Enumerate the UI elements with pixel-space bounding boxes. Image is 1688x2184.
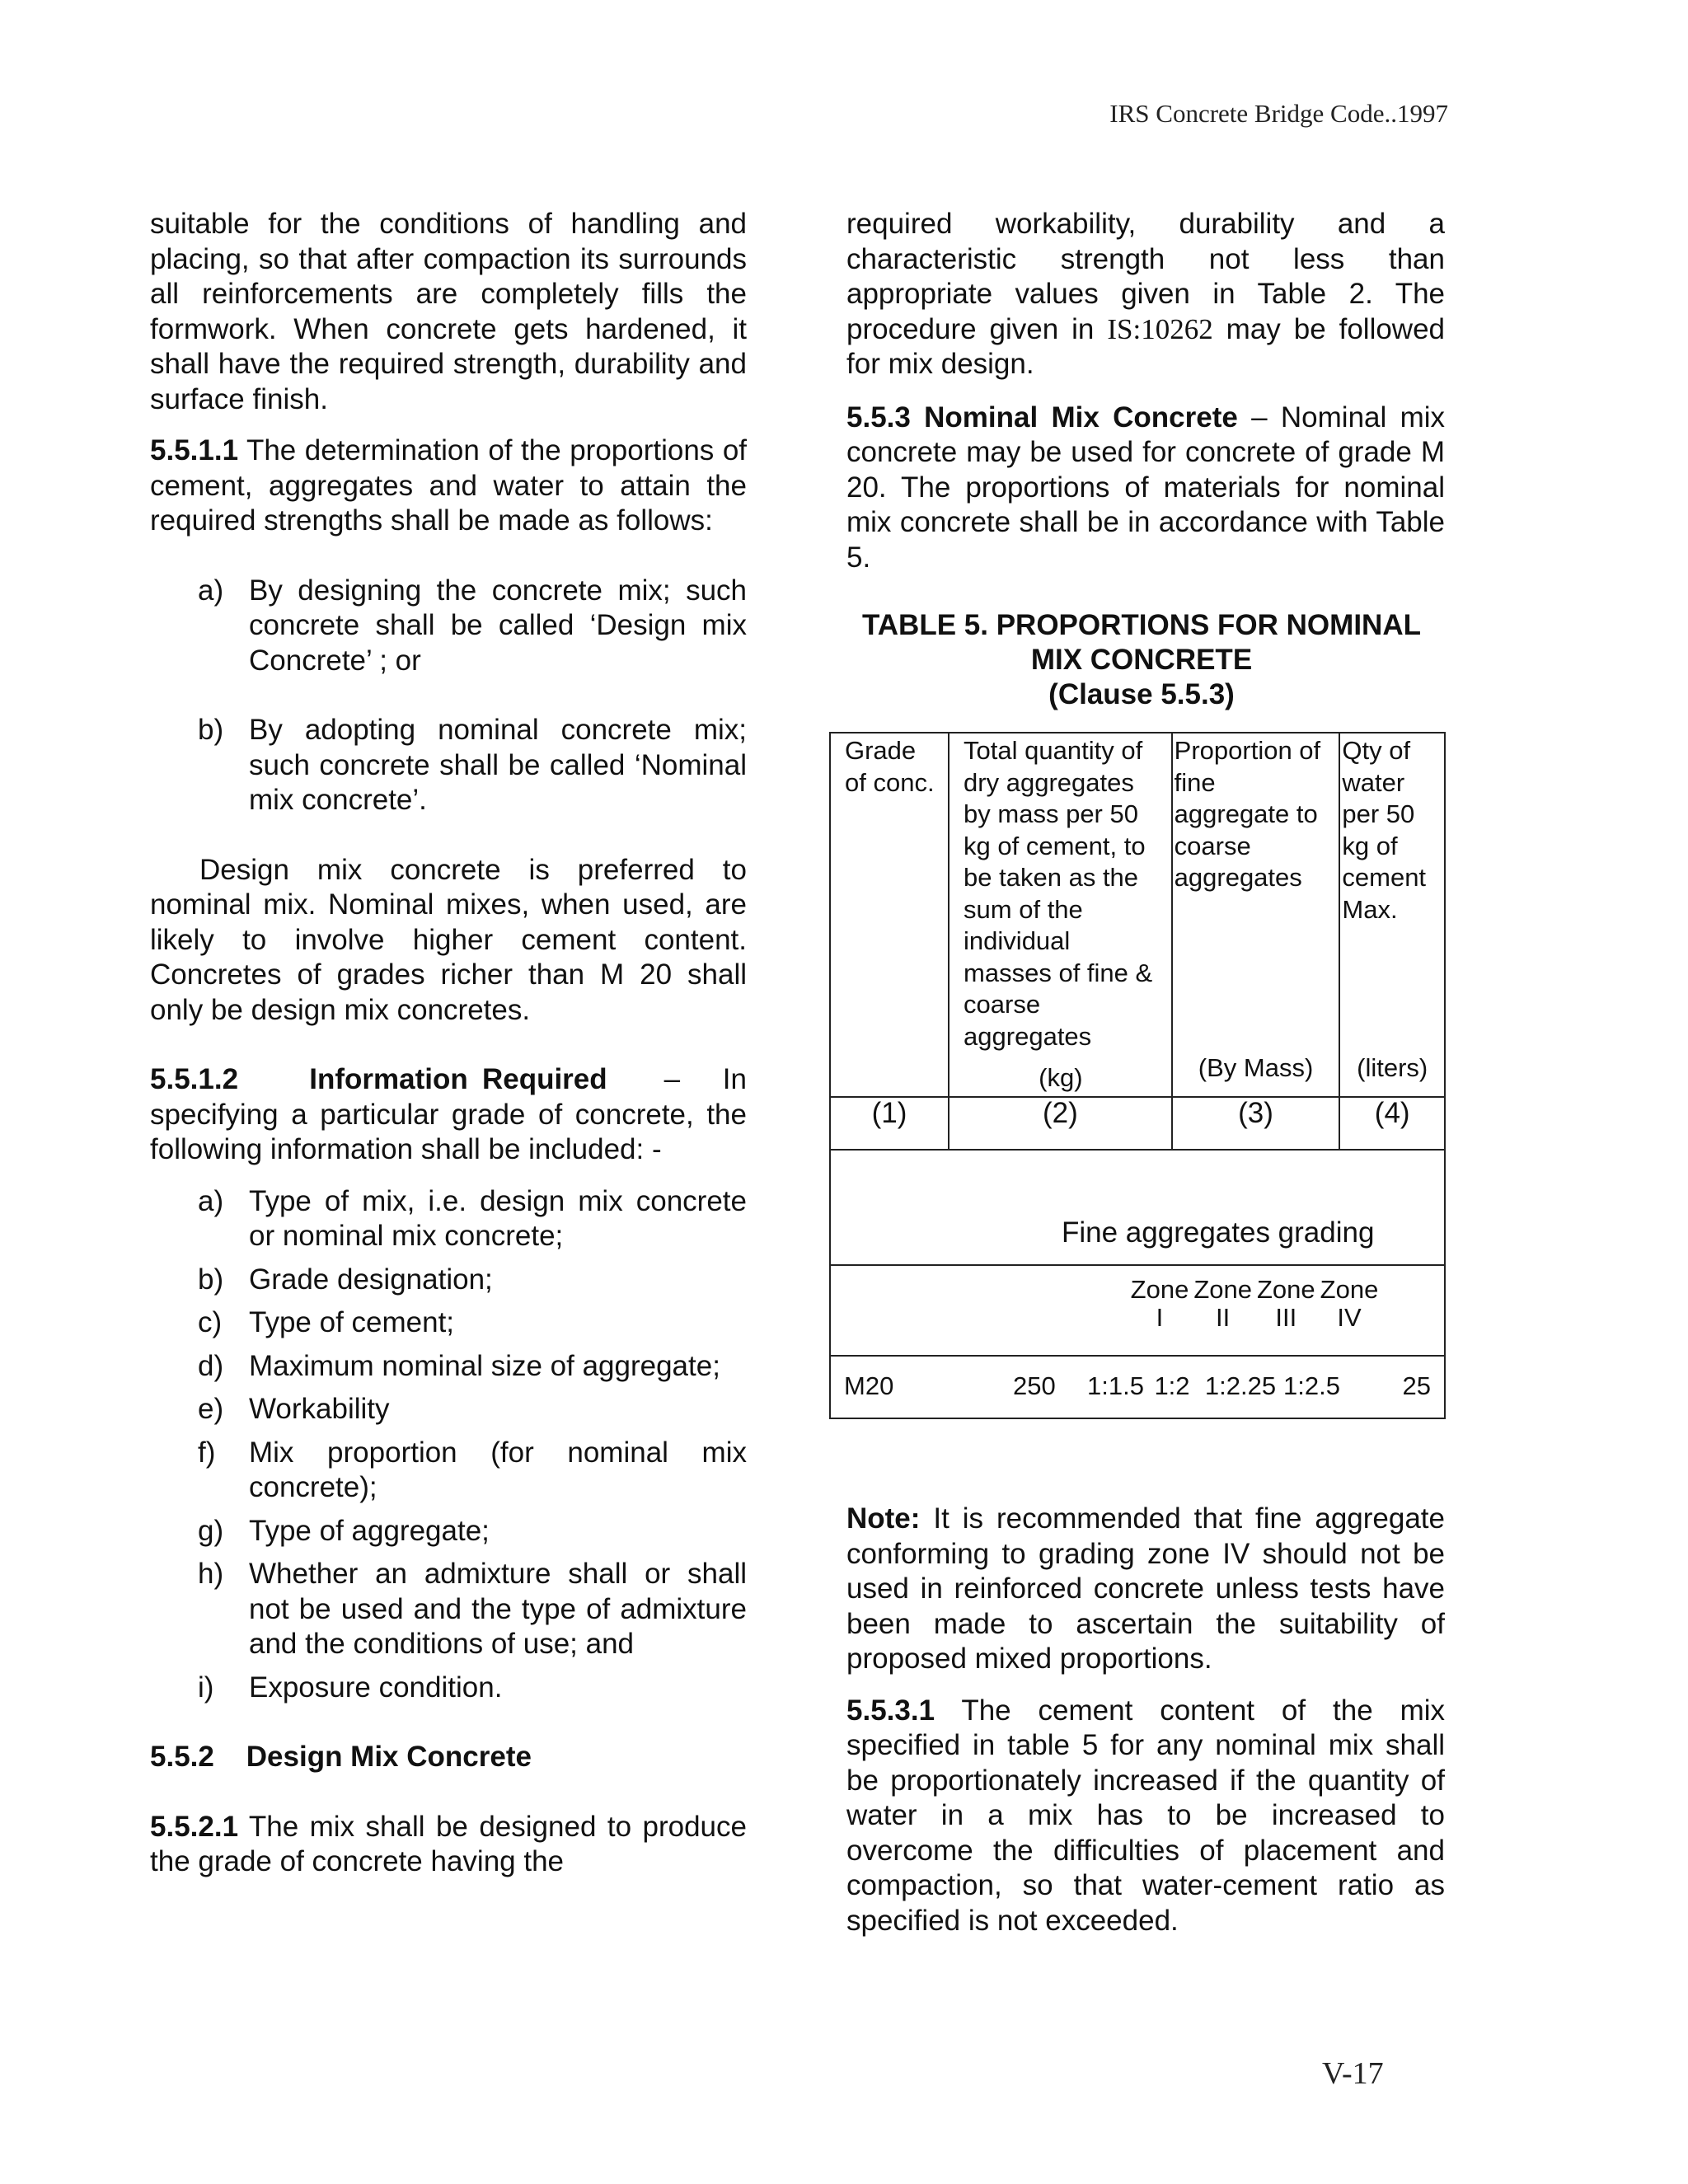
section-number: 5.5.2.1	[150, 1810, 239, 1843]
header-cell	[949, 733, 1172, 1097]
list-marker: i)	[198, 1671, 214, 1704]
zone-number: I	[1156, 1302, 1164, 1332]
table-row	[830, 1356, 1445, 1418]
list-marker: d)	[198, 1349, 224, 1382]
column-number-row	[830, 1097, 1445, 1150]
section-5-5-1-2	[150, 1062, 747, 1168]
list-marker: e)	[198, 1393, 224, 1425]
zone-number: II	[1216, 1302, 1231, 1332]
running-header: IRS Concrete Bridge Code..1997	[1109, 99, 1448, 128]
grading-label: Fine aggregates grading	[830, 1150, 1445, 1265]
grading-row	[830, 1150, 1445, 1265]
section-dash: –	[663, 1063, 681, 1095]
section-number: 5.5.1.1	[150, 434, 239, 466]
right-column	[846, 207, 1445, 712]
list-item-text: Type of cement;	[249, 1306, 455, 1338]
proportion-value: 1:1.5	[1087, 1371, 1144, 1401]
section-number: 5.5.2	[150, 1741, 214, 1773]
proportion-value: 1:2.25	[1204, 1371, 1277, 1401]
column-number: (4)	[1339, 1097, 1445, 1150]
header-cell	[1172, 733, 1340, 1097]
list-item	[150, 1557, 747, 1662]
section-5-5-3-1	[846, 1694, 1445, 1939]
right-column-lower	[846, 1502, 1445, 1938]
list-marker: f)	[198, 1436, 216, 1469]
note-label: Note:	[846, 1502, 921, 1535]
list-item	[150, 1184, 747, 1254]
list-item	[150, 1671, 747, 1706]
list-marker: g)	[198, 1514, 224, 1547]
zone-grid	[1131, 1276, 1379, 1332]
section-text: Nominal mix concrete may be used for concrete of grade M 20. The proportions of materials for nominal mix concrete shall be in accordance with Table 5.	[846, 401, 1445, 574]
section-text: The cement content of the mix specified in table 5 for any nominal mix shall be proportionately increased if the quantity of water in a mix has to be increased to overcome the difficulties of placement and compaction, so that water-cement ratio as specified is not exceeded.	[846, 1694, 1446, 1937]
header-unit: (liters)	[1357, 1053, 1428, 1082]
mix-method-list	[150, 574, 747, 818]
list-marker: h)	[198, 1558, 224, 1590]
header-unit: (kg)	[1039, 1063, 1083, 1092]
table-note	[846, 1502, 1445, 1677]
header-label: Grade of conc.	[845, 736, 935, 797]
proportion-value: 1:2	[1154, 1371, 1190, 1401]
zone-cell	[830, 1265, 1445, 1356]
page-number: V-17	[1322, 2056, 1384, 2091]
zone-word: Zone	[1130, 1274, 1189, 1304]
list-item	[150, 1263, 747, 1298]
data-row	[844, 1371, 1431, 1403]
header-label: Qty of water per 50 kg of cement Max.	[1342, 736, 1427, 924]
header-label: Total quantity of dry aggregates by mass per 50 kg of cement, to be taken as the sum of the individual masses of fine & coarse aggregates	[964, 736, 1153, 1051]
information-list	[150, 1184, 747, 1706]
water-value: 25	[1402, 1371, 1431, 1401]
section-heading: Information Required	[309, 1063, 607, 1095]
list-item	[150, 1349, 747, 1385]
table-5-title	[837, 608, 1447, 712]
section-5-5-3	[846, 401, 1445, 576]
section-number: 5.5.3	[846, 401, 911, 434]
header-cell	[830, 733, 949, 1097]
list-marker: a)	[198, 1184, 224, 1217]
list-item-text: Grade designation;	[249, 1263, 493, 1296]
list-item	[150, 1514, 747, 1549]
list-marker: b)	[198, 1263, 224, 1296]
section-5-5-2-1	[150, 1810, 747, 1880]
continuation-text: may be followed for mix design.	[846, 312, 1446, 380]
list-item	[150, 1305, 747, 1341]
zone-number: III	[1275, 1302, 1297, 1332]
proportion-value: 1:2.5	[1283, 1371, 1340, 1401]
list-marker: c)	[198, 1306, 223, 1338]
list-item-text: Maximum nominal size of aggregate;	[249, 1349, 720, 1382]
continuation-paragraph	[846, 207, 1445, 382]
section-text: In specifying a particular grade of concrete, the following information shall be included: -	[150, 1063, 747, 1165]
list-item	[150, 574, 747, 679]
zone-word: Zone	[1193, 1274, 1252, 1304]
grade-value: M20	[844, 1371, 894, 1401]
list-item-text: Type of aggregate;	[249, 1514, 490, 1547]
header-unit: (By Mass)	[1198, 1053, 1314, 1082]
section-dash: –	[1251, 401, 1268, 434]
section-number: 5.5.3.1	[846, 1694, 935, 1727]
section-heading: Nominal Mix Concrete	[924, 401, 1238, 434]
list-item-text: Type of mix, i.e. design mix concrete or nominal mix concrete;	[249, 1184, 747, 1252]
list-item-text: By designing the concrete mix; such concrete shall be called ‘Design mix Concrete’ ; or	[249, 574, 747, 677]
list-item-text: Mix proportion (for nominal mix concrete);	[249, 1436, 747, 1503]
section-5-5-2	[150, 1740, 747, 1775]
section-5-5-1-1	[150, 434, 747, 539]
list-marker: b)	[198, 714, 224, 746]
list-item-text: Exposure condition.	[249, 1671, 503, 1704]
table-title-line: MIX CONCRETE	[1030, 644, 1253, 676]
section-heading: Design Mix Concrete	[246, 1741, 532, 1773]
header-label: Proportion of fine aggregate to coarse aggregates	[1174, 736, 1321, 892]
list-item	[150, 1436, 747, 1506]
list-marker: a)	[198, 574, 224, 607]
list-item	[150, 713, 747, 818]
list-item	[150, 1392, 747, 1427]
zone-word: Zone	[1257, 1274, 1315, 1304]
zone-word: Zone	[1320, 1274, 1379, 1304]
zone-number: IV	[1337, 1302, 1362, 1332]
aggregate-value: 250	[1013, 1371, 1056, 1401]
section-text: The determination of the proportions of cement, aggregates and water to attain the required strengths shall be made as follows:	[150, 434, 748, 537]
list-item-text: Whether an admixture shall or shall not be used and the type of admixture and the conditions of use; and	[249, 1558, 747, 1660]
table-title-line: TABLE 5. PROPORTIONS FOR NOMINAL	[862, 609, 1421, 641]
table-clause: (Clause 5.5.3)	[1048, 678, 1235, 710]
left-column	[150, 207, 747, 1880]
column-number: (3)	[1172, 1097, 1340, 1150]
zone-row	[830, 1265, 1445, 1356]
data-cell	[830, 1356, 1445, 1418]
continuation-text: required workability, durability and a characteristic strength not less than appropriate values given in Table 2. The procedure given in	[846, 208, 1445, 345]
list-item-text: By adopting nominal concrete mix; such concrete shall be called ‘Nominal mix concrete’.	[249, 714, 747, 816]
column-number: (1)	[830, 1097, 949, 1150]
preference-paragraph: Design mix concrete is preferred to nominal mix. Nominal mixes, when used, are likely to involve higher cement content. Concretes of grades richer than M 20 shall only be design mix concretes.	[150, 853, 747, 1026]
column-number: (2)	[949, 1097, 1172, 1150]
table-5	[829, 732, 1446, 1419]
standard-reference: IS:10262	[1107, 312, 1213, 345]
table-header-row	[830, 733, 1445, 1097]
intro-paragraph: suitable for the conditions of handling and placing, so that after compaction its surrounds all reinforcements are completely fills the formwork. When concrete gets hardened, it shall have the required strength, durability and surface finish.	[150, 208, 747, 415]
note-text: It is recommended that fine aggregate conforming to grading zone IV should not be used in reinforced concrete unless tests have been made to ascertain the suitability of proposed mixed proportions.	[846, 1502, 1445, 1675]
header-cell	[1339, 733, 1445, 1097]
section-number: 5.5.1.2	[150, 1063, 239, 1095]
section-text: The mix shall be designed to produce the grade of concrete having the	[150, 1810, 747, 1877]
list-item-text: Workability	[249, 1393, 390, 1425]
